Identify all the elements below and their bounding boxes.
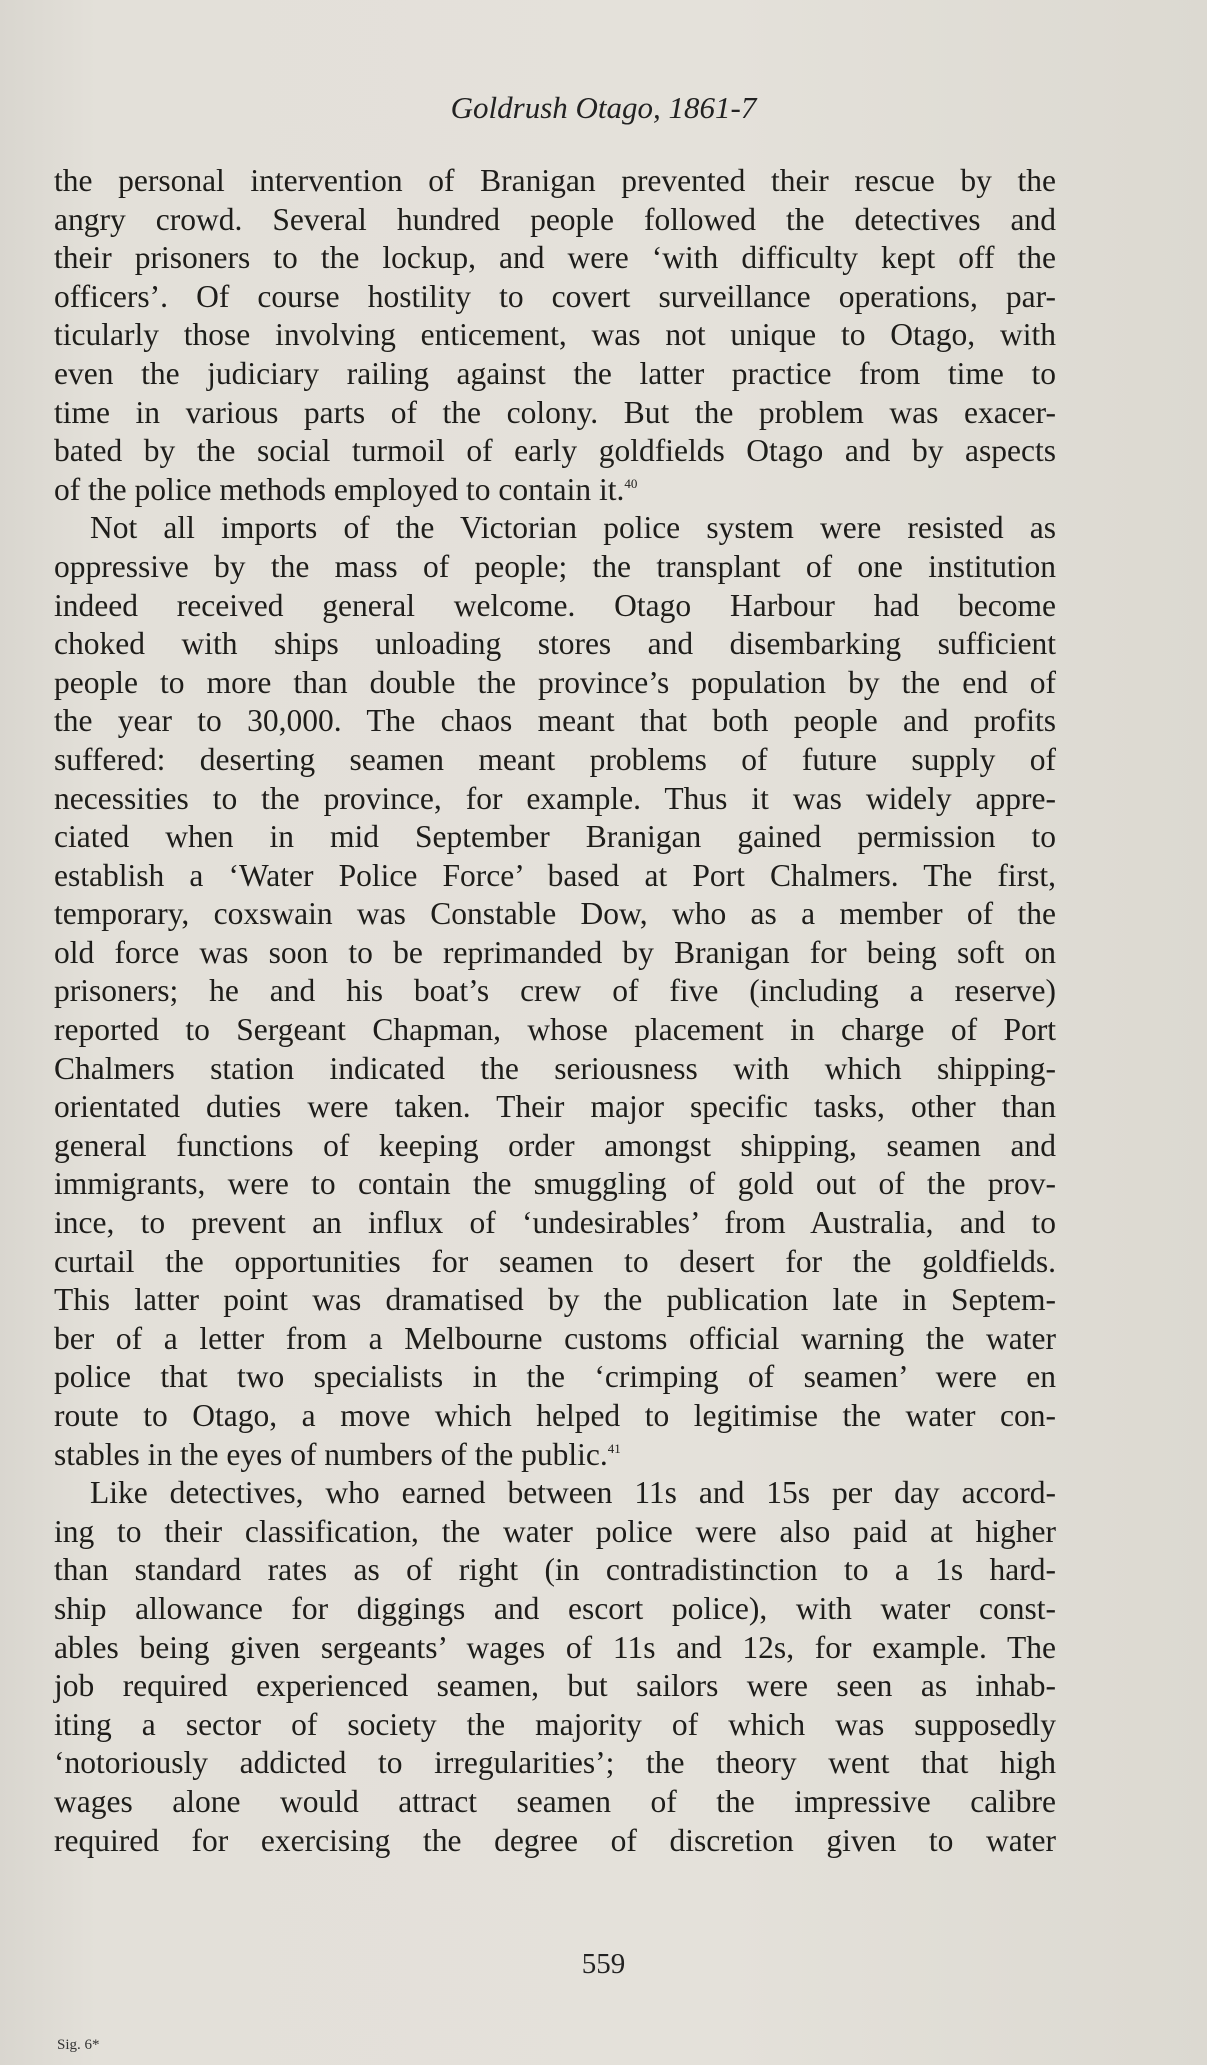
text-line — [54, 934, 1056, 973]
text-line — [54, 471, 1056, 510]
text-line — [54, 1590, 1056, 1629]
text-line — [54, 1667, 1056, 1706]
line-text: indeed received general welcome. Otago Harbour had become — [54, 587, 1056, 623]
line-text: time in various parts of the colony. But the problem was exacer- — [54, 394, 1056, 430]
line-text: temporary, coxswain was Constable Dow, who as a member of the — [54, 896, 1056, 932]
text-line — [54, 1551, 1056, 1590]
line-text: police that two specialists in the ‘crimping of seamen’ were en — [54, 1359, 1056, 1395]
line-text: Like detectives, who earned between 11s and 15s per day accord- — [90, 1475, 1056, 1511]
line-text: oppressive by the mass of people; the transplant of one institution — [54, 548, 1056, 584]
text-line — [54, 1050, 1056, 1089]
line-text: angry crowd. Several hundred people followed the detectives and — [54, 201, 1056, 237]
text-line — [54, 1629, 1056, 1668]
text-line — [54, 1088, 1056, 1127]
line-text: of the police methods employed to contain it. — [54, 471, 625, 507]
line-text: wages alone would attract seamen of the impressive calibre — [54, 1783, 1056, 1819]
text-line — [54, 1320, 1056, 1359]
line-text: prisoners; he and his boat’s crew of five (including a reserve) — [54, 973, 1056, 1009]
line-text: Not all imports of the Victorian police system were resisted as — [90, 510, 1056, 546]
text-line — [54, 1358, 1056, 1397]
text-line — [54, 1474, 1056, 1513]
text-line — [54, 316, 1056, 355]
line-text: general functions of keeping order amongst shipping, seamen and — [54, 1127, 1056, 1163]
line-text: ince, to prevent an influx of ‘undesirables’ from Australia, and to — [54, 1205, 1056, 1241]
text-line — [54, 162, 1056, 201]
line-text: suffered: deserting seamen meant problems of future supply of — [54, 741, 1056, 777]
line-text: the personal intervention of Branigan prevented their rescue by the — [54, 163, 1056, 198]
text-line — [54, 664, 1056, 703]
text-line — [54, 1165, 1056, 1204]
line-text: Chalmers station indicated the seriousness with which shipping- — [54, 1050, 1056, 1086]
line-text: reported to Sergeant Chapman, whose placement in charge of Port — [54, 1012, 1056, 1048]
text-line — [54, 548, 1056, 587]
text-line — [54, 818, 1056, 857]
line-text: old force was soon to be reprimanded by Branigan for being soft on — [54, 934, 1056, 970]
line-text: curtail the opportunities for seamen to desert for the goldfields. — [54, 1243, 1056, 1279]
text-line — [54, 1281, 1056, 1320]
line-text: job required experienced seamen, but sailors were seen as inhab- — [54, 1668, 1056, 1704]
body-text — [54, 162, 1056, 1860]
line-text: bated by the social turmoil of early goldfields Otago and by aspects — [54, 433, 1056, 469]
text-line — [54, 239, 1056, 278]
text-line — [54, 1127, 1056, 1166]
text-line — [54, 1204, 1056, 1243]
line-text: the year to 30,000. The chaos meant that both people and profits — [54, 703, 1056, 739]
line-text: ber of a letter from a Melbourne customs official warning the water — [54, 1320, 1056, 1356]
text-line — [54, 432, 1056, 471]
line-text: necessities to the province, for example. Thus it was widely appre- — [54, 780, 1056, 816]
line-text: iting a sector of society the majority of which was supposedly — [54, 1706, 1056, 1742]
text-line — [54, 895, 1056, 934]
page-number: 559 — [581, 1948, 626, 1980]
text-line — [54, 394, 1056, 433]
text-line — [54, 1783, 1056, 1822]
text-line — [54, 1397, 1056, 1436]
line-text: required for exercising the degree of discretion given to water — [54, 1822, 1056, 1858]
text-line — [54, 1706, 1056, 1745]
text-line — [54, 509, 1056, 548]
line-text: establish a ‘Water Police Force’ based at Port Chalmers. The first, — [54, 857, 1056, 893]
running-head: Goldrush Otago, 1861-7 — [450, 90, 757, 125]
text-line — [54, 741, 1056, 780]
line-text: people to more than double the province’s population by the end of — [54, 664, 1056, 700]
text-line — [54, 1436, 1056, 1475]
line-text: ‘notoriously addicted to irregularities’; the theory went that high — [54, 1745, 1056, 1781]
line-text: This latter point was dramatised by the publication late in Septem- — [54, 1282, 1056, 1318]
line-text: their prisoners to the lockup, and were ‘with difficulty kept off the — [54, 240, 1056, 276]
line-text: officers’. Of course hostility to covert surveillance operations, par- — [54, 278, 1056, 314]
line-text: route to Otago, a move which helped to legitimise the water con- — [54, 1398, 1056, 1433]
line-text: even the judiciary railing against the latter practice from time to — [54, 355, 1056, 391]
text-line — [54, 625, 1056, 664]
line-text: than standard rates as of right (in contradistinction to a 1s hard- — [54, 1552, 1056, 1588]
line-text: stables in the eyes of numbers of the public. — [54, 1436, 608, 1472]
footnote-marker: 40 — [624, 475, 638, 491]
line-text: ship allowance for diggings and escort police), with water const- — [54, 1590, 1056, 1626]
footnote-marker: 41 — [607, 1440, 621, 1456]
line-text: ables being given sergeants’ wages of 11s and 12s, for example. The — [54, 1629, 1056, 1665]
text-line — [54, 587, 1056, 626]
text-line — [54, 1513, 1056, 1552]
line-text: immigrants, were to contain the smuggling of gold out of the prov- — [54, 1166, 1056, 1202]
line-text: ciated when in mid September Branigan gained permission to — [54, 819, 1056, 855]
text-line — [54, 702, 1056, 741]
text-line — [54, 1243, 1056, 1282]
text-line — [54, 857, 1056, 896]
text-line — [54, 780, 1056, 819]
text-line — [54, 278, 1056, 317]
signature-mark: Sig. 6* — [57, 2037, 100, 2053]
line-text: choked with ships unloading stores and disembarking sufficient — [54, 626, 1056, 662]
text-line — [54, 1011, 1056, 1050]
line-text: ing to their classification, the water police were also paid at higher — [54, 1513, 1056, 1549]
text-line — [54, 355, 1056, 394]
line-text: ticularly those involving enticement, was not unique to Otago, with — [54, 317, 1056, 353]
text-line — [54, 201, 1056, 240]
line-text: orientated duties were taken. Their major specific tasks, other than — [54, 1089, 1056, 1125]
text-line — [54, 1744, 1056, 1783]
text-line — [54, 1822, 1056, 1861]
text-line — [54, 972, 1056, 1011]
